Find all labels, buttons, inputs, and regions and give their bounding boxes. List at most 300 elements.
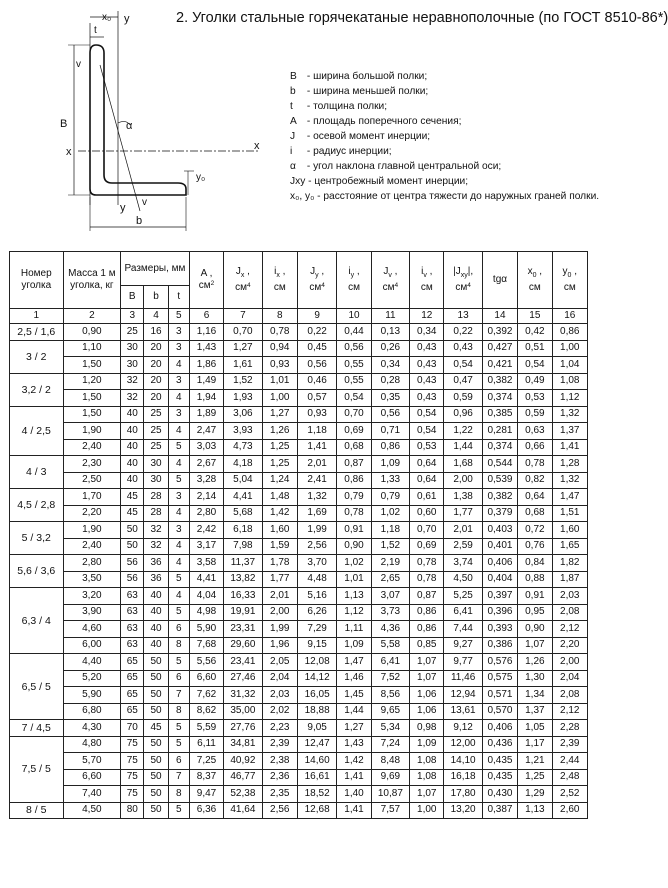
table-cell: 16 [144, 324, 168, 341]
table-cell: 2,08 [552, 604, 587, 621]
table-cell: 1,07 [518, 637, 552, 654]
table-cell: 4,40 [63, 654, 121, 671]
table-cell: 0,64 [518, 489, 552, 506]
table-cell: 19,91 [224, 604, 262, 621]
table-cell: 1,43 [189, 340, 223, 357]
B-label: B [60, 118, 68, 130]
table-cell: 0,392 [482, 324, 517, 341]
table-cell: 1,61 [224, 357, 262, 374]
table-cell: 45 [144, 720, 168, 737]
column-number: 1 [10, 309, 64, 324]
table-cell: 0,94 [262, 340, 297, 357]
table-cell: 5,25 [444, 588, 482, 605]
table-cell: 0,86 [552, 324, 587, 341]
table-cell: 8 [168, 786, 189, 803]
angle-number: 4,5 / 2,8 [10, 489, 64, 522]
table-row [10, 538, 588, 555]
table-cell: 1,37 [518, 703, 552, 720]
table-cell: 2,65 [371, 571, 409, 588]
table-cell: 0,44 [337, 324, 371, 341]
table-cell: 75 [121, 736, 144, 753]
table-cell: 1,01 [337, 571, 371, 588]
table-cell: 1,28 [552, 456, 587, 473]
table-cell: 1,46 [337, 670, 371, 687]
table-cell: 13,82 [224, 571, 262, 588]
table-cell: 3,20 [63, 588, 121, 605]
table-cell: 0,539 [482, 472, 517, 489]
table-cell: 1,00 [262, 390, 297, 407]
table-cell: 7,24 [371, 736, 409, 753]
table-cell: 50 [144, 753, 168, 770]
column-number: 14 [482, 309, 517, 324]
table-cell: 1,41 [337, 769, 371, 786]
table-row [10, 736, 588, 753]
table-cell: 5,90 [63, 687, 121, 704]
table-row [10, 753, 588, 770]
table-cell: 50 [144, 703, 168, 720]
table-cell: 3,06 [224, 406, 262, 423]
table-cell: 3,03 [189, 439, 223, 456]
table-cell: 1,09 [337, 637, 371, 654]
header-Jv: $J_v$ , $см^4$ [371, 252, 409, 309]
table-cell: 3,70 [297, 555, 336, 572]
table-cell: 1,43 [337, 736, 371, 753]
table-cell: 1,02 [337, 555, 371, 572]
column-number: 9 [297, 309, 336, 324]
table-cell: 1,90 [63, 423, 121, 440]
table-cell: 1,16 [189, 324, 223, 341]
table-cell: 50 [144, 687, 168, 704]
table-cell: 1,32 [552, 472, 587, 489]
table-cell: 3 [168, 373, 189, 390]
table-cell: 0,34 [371, 357, 409, 374]
angle-number: 4 / 3 [10, 456, 64, 489]
table-cell: 0,382 [482, 373, 517, 390]
column-number: 8 [262, 309, 297, 324]
table-cell: 2,30 [63, 456, 121, 473]
table-cell: 6,18 [224, 522, 262, 539]
table-cell: 6,00 [63, 637, 121, 654]
table-cell: 1,05 [518, 720, 552, 737]
column-number: 15 [518, 309, 552, 324]
table-cell: 70 [121, 720, 144, 737]
angle-number: 2,5 / 1,6 [10, 324, 64, 341]
table-cell: 2,03 [262, 687, 297, 704]
table-cell: 3 [168, 522, 189, 539]
table-cell: 2,67 [189, 456, 223, 473]
table-row [10, 786, 588, 803]
table-cell: 40,92 [224, 753, 262, 770]
angle-number: 5 / 3,2 [10, 522, 64, 555]
table-cell: 0,571 [482, 687, 517, 704]
table-cell: 1,89 [189, 406, 223, 423]
table-cell: 50 [144, 654, 168, 671]
table-cell: 7,62 [189, 687, 223, 704]
table-cell: 40 [144, 588, 168, 605]
table-cell: 0,49 [518, 373, 552, 390]
table-cell: 4 [168, 588, 189, 605]
table-cell: 1,50 [63, 406, 121, 423]
table-cell: 12,47 [297, 736, 336, 753]
table-cell: 1,34 [518, 687, 552, 704]
table-cell: 65 [121, 703, 144, 720]
table-row [10, 687, 588, 704]
table-cell: 1,32 [552, 406, 587, 423]
table-cell: 1,48 [262, 489, 297, 506]
table-cell: 0,63 [518, 423, 552, 440]
table-cell: 0,54 [518, 357, 552, 374]
table-cell: 0,575 [482, 670, 517, 687]
table-cell: 0,54 [337, 390, 371, 407]
table-cell: 14,60 [297, 753, 336, 770]
table-cell: 16,18 [444, 769, 482, 786]
table-cell: 0,13 [371, 324, 409, 341]
table-cell: 7 [168, 769, 189, 786]
table-cell: 3,93 [224, 423, 262, 440]
column-number: 12 [410, 309, 444, 324]
table-cell: 1,26 [262, 423, 297, 440]
table-cell: 0,96 [444, 406, 482, 423]
legend-item: A - площадь поперечного сечения; [290, 116, 462, 127]
table-cell: 5 [168, 720, 189, 737]
table-cell: 0,26 [371, 340, 409, 357]
table-cell: 1,44 [444, 439, 482, 456]
table-cell: 17,80 [444, 786, 482, 803]
table-cell: 25 [121, 324, 144, 341]
table-cell: 0,435 [482, 753, 517, 770]
column-number: 6 [189, 309, 223, 324]
table-row [10, 390, 588, 407]
table-cell: 0,51 [518, 340, 552, 357]
table-cell: 0,86 [410, 604, 444, 621]
table-cell: 0,69 [337, 423, 371, 440]
table-cell: 56 [121, 555, 144, 572]
header-A: A , $см^2$ [189, 252, 223, 309]
table-cell: 1,13 [337, 588, 371, 605]
table-row [10, 654, 588, 671]
table-cell: 1,86 [189, 357, 223, 374]
table-cell: 27,76 [224, 720, 262, 737]
table-cell: 6,26 [297, 604, 336, 621]
table-cell: 50 [121, 522, 144, 539]
table-cell: 7 [168, 687, 189, 704]
column-number: 10 [337, 309, 371, 324]
table-cell: 2,39 [552, 736, 587, 753]
table-cell: 1,41 [552, 439, 587, 456]
table-cell: 75 [121, 753, 144, 770]
table-cell: 0,374 [482, 390, 517, 407]
table-cell: 1,25 [262, 456, 297, 473]
table-cell: 0,43 [444, 340, 482, 357]
table-cell: 0,544 [482, 456, 517, 473]
table-cell: 9,05 [297, 720, 336, 737]
table-cell: 4,30 [63, 720, 121, 737]
table-cell: 1,12 [552, 390, 587, 407]
table-cell: 2,00 [552, 654, 587, 671]
table-cell: 8,62 [189, 703, 223, 720]
table-cell: 1,11 [337, 621, 371, 638]
table-row [10, 406, 588, 423]
table-row [10, 637, 588, 654]
table-cell: 63 [121, 604, 144, 621]
column-number: 16 [552, 309, 587, 324]
table-cell: 1,07 [410, 654, 444, 671]
table-cell: 2,39 [262, 736, 297, 753]
table-cell: 0,53 [518, 390, 552, 407]
table-cell: 0,78 [262, 324, 297, 341]
table-cell: 0,70 [224, 324, 262, 341]
table-cell: 1,68 [444, 456, 482, 473]
header-t: t [168, 286, 189, 309]
table-cell: 1,27 [262, 406, 297, 423]
v-top-label: v [76, 59, 81, 70]
table-cell: 4 [168, 555, 189, 572]
table-cell: 2,41 [297, 472, 336, 489]
table-cell: 0,55 [337, 373, 371, 390]
legend-item: t - толщина полки; [290, 101, 388, 112]
table-cell: 2,12 [552, 621, 587, 638]
table-cell: 1,25 [262, 439, 297, 456]
table-cell: 7,68 [189, 637, 223, 654]
table-cell: 0,56 [337, 340, 371, 357]
table-row [10, 670, 588, 687]
angle-number: 5,6 / 3,6 [10, 555, 64, 588]
table-cell: 2,56 [262, 802, 297, 819]
angle-number: 3,2 / 2 [10, 373, 64, 406]
table-row [10, 621, 588, 638]
table-cell: 0,87 [410, 588, 444, 605]
table-cell: 0,43 [410, 357, 444, 374]
v-bottom-label: v [142, 197, 147, 208]
table-cell: 0,91 [337, 522, 371, 539]
table-cell: 2,05 [262, 654, 297, 671]
table-cell: 2,20 [63, 505, 121, 522]
table-cell: 4,48 [297, 571, 336, 588]
table-cell: 20 [144, 340, 168, 357]
table-cell: 0,406 [482, 720, 517, 737]
table-cell: 5,34 [371, 720, 409, 737]
table-cell: 1,82 [552, 555, 587, 572]
table-cell: 0,54 [410, 423, 444, 440]
table-cell: 7,40 [63, 786, 121, 803]
column-number: 4 [144, 309, 168, 324]
table-cell: 0,374 [482, 439, 517, 456]
table-cell: 36 [144, 571, 168, 588]
table-cell: 52,38 [224, 786, 262, 803]
table-cell: 4,50 [444, 571, 482, 588]
table-cell: 50 [144, 786, 168, 803]
table-cell: 50 [144, 670, 168, 687]
table-cell: 50 [144, 736, 168, 753]
table-cell: 0,71 [371, 423, 409, 440]
table-cell: 1,47 [337, 654, 371, 671]
table-cell: 1,96 [262, 637, 297, 654]
header-b: b [144, 286, 168, 309]
y-bottom-label: y [120, 202, 126, 214]
table-cell: 5 [168, 472, 189, 489]
table-cell: 45 [121, 489, 144, 506]
table-row [10, 604, 588, 621]
table-cell: 40 [144, 637, 168, 654]
table-cell: 1,01 [262, 373, 297, 390]
table-cell: 2,00 [262, 604, 297, 621]
column-number: 13 [444, 309, 482, 324]
table-cell: 0,404 [482, 571, 517, 588]
table-cell: 1,33 [371, 472, 409, 489]
table-cell: 6,80 [63, 703, 121, 720]
table-cell: 0,281 [482, 423, 517, 440]
table-cell: 1,22 [444, 423, 482, 440]
table-cell: 0,46 [297, 373, 336, 390]
table-cell: 2,47 [189, 423, 223, 440]
column-number: 3 [121, 309, 144, 324]
table-cell: 12,00 [444, 736, 482, 753]
header-y0: $y_0$ , см [552, 252, 587, 309]
t-label: t [94, 25, 97, 36]
legend-item: i - радиус инерции; [290, 146, 392, 157]
table-cell: 1,26 [518, 654, 552, 671]
table-cell: 9,77 [444, 654, 482, 671]
table-cell: 1,00 [552, 340, 587, 357]
table-cell: 2,01 [444, 522, 482, 539]
column-number: 7 [224, 309, 262, 324]
table-cell: 9,65 [371, 703, 409, 720]
table-cell: 0,401 [482, 538, 517, 555]
table-cell: 2,00 [444, 472, 482, 489]
table-cell: 23,31 [224, 621, 262, 638]
table-cell: 80 [121, 802, 144, 819]
table-cell: 5,90 [189, 621, 223, 638]
table-cell: 3,74 [444, 555, 482, 572]
table-row [10, 472, 588, 489]
table-cell: 0,91 [518, 588, 552, 605]
table-cell: 50 [144, 802, 168, 819]
table-cell: 1,24 [262, 472, 297, 489]
table-row [10, 340, 588, 357]
table-cell: 28 [144, 505, 168, 522]
column-number: 11 [371, 309, 409, 324]
table-cell: 9,69 [371, 769, 409, 786]
table-row [10, 571, 588, 588]
header-sizes: Размеры, мм [121, 252, 190, 286]
table-cell: 20 [144, 357, 168, 374]
table-cell: 3,58 [189, 555, 223, 572]
table-cell: 0,385 [482, 406, 517, 423]
table-cell: 0,55 [337, 357, 371, 374]
table-cell: 0,43 [410, 390, 444, 407]
table-cell: 2,08 [552, 687, 587, 704]
table-row [10, 769, 588, 786]
table-cell: 75 [121, 769, 144, 786]
table-cell: 0,430 [482, 786, 517, 803]
column-number: 5 [168, 309, 189, 324]
table-cell: 1,70 [63, 489, 121, 506]
table-cell: 0,28 [371, 373, 409, 390]
table-cell: 1,08 [552, 373, 587, 390]
table-cell: 1,44 [337, 703, 371, 720]
table-cell: 4 [168, 538, 189, 555]
table-cell: 13,20 [444, 802, 482, 819]
legend-item: Jxy - центробежный момент инерции; [290, 176, 469, 187]
table-cell: 5 [168, 439, 189, 456]
table-cell: 3 [168, 340, 189, 357]
legend-item: x₀, y₀ - расстояние от центра тяжести до наружных граней полки. [290, 191, 600, 202]
table-cell: 1,42 [337, 753, 371, 770]
table-cell: 1,45 [337, 687, 371, 704]
angle-number: 6,5 / 5 [10, 654, 64, 720]
table-cell: 1,78 [262, 555, 297, 572]
table-cell: 16,61 [297, 769, 336, 786]
table-cell: 34,81 [224, 736, 262, 753]
table-cell: 6,41 [444, 604, 482, 621]
table-cell: 0,386 [482, 637, 517, 654]
alpha-label: α [126, 120, 133, 132]
table-cell: 63 [121, 637, 144, 654]
table-cell: 0,382 [482, 489, 517, 506]
table-cell: 0,56 [371, 406, 409, 423]
table-cell: 5 [168, 736, 189, 753]
angle-number: 8 / 5 [10, 802, 64, 819]
table-cell: 12,08 [297, 654, 336, 671]
table-cell: 6,60 [189, 670, 223, 687]
table-cell: 0,396 [482, 604, 517, 621]
table-cell: 4 [168, 423, 189, 440]
table-cell: 9,15 [297, 637, 336, 654]
table-cell: 4 [168, 456, 189, 473]
legend-item: α - угол наклона главной центральной оси; [290, 161, 502, 172]
table-cell: 1,06 [410, 687, 444, 704]
table-cell: 1,41 [297, 439, 336, 456]
table-cell: 8 [168, 703, 189, 720]
table-cell: 32 [121, 373, 144, 390]
table-cell: 0,56 [297, 357, 336, 374]
table-cell: 0,576 [482, 654, 517, 671]
table-cell: 2,28 [552, 720, 587, 737]
table-cell: 4,73 [224, 439, 262, 456]
table-cell: 3,17 [189, 538, 223, 555]
table-row [10, 357, 588, 374]
table-cell: 65 [121, 670, 144, 687]
table-cell: 32 [144, 522, 168, 539]
table-cell: 2,20 [552, 637, 587, 654]
table-cell: 9,47 [189, 786, 223, 803]
table-row [10, 489, 588, 506]
table-cell: 3,50 [63, 571, 121, 588]
table-cell: 40 [144, 604, 168, 621]
table-cell: 40 [144, 621, 168, 638]
table-cell: 30 [121, 340, 144, 357]
table-cell: 1,41 [337, 802, 371, 819]
table-cell: 1,29 [518, 786, 552, 803]
table-cell: 0,86 [410, 621, 444, 638]
table-cell: 0,79 [337, 489, 371, 506]
table-cell: 0,397 [482, 588, 517, 605]
legend [290, 69, 599, 204]
table-cell: 1,27 [224, 340, 262, 357]
table-cell: 65 [121, 654, 144, 671]
table-cell: 0,403 [482, 522, 517, 539]
table-cell: 7,57 [371, 802, 409, 819]
table-cell: 1,30 [518, 670, 552, 687]
table-cell: 0,90 [518, 621, 552, 638]
table-cell: 5,20 [63, 670, 121, 687]
table-cell: 2,40 [63, 439, 121, 456]
table-cell: 4 [168, 357, 189, 374]
table-cell: 1,32 [297, 489, 336, 506]
table-cell: 75 [121, 786, 144, 803]
table-cell: 0,78 [337, 505, 371, 522]
table-cell: 2,36 [262, 769, 297, 786]
